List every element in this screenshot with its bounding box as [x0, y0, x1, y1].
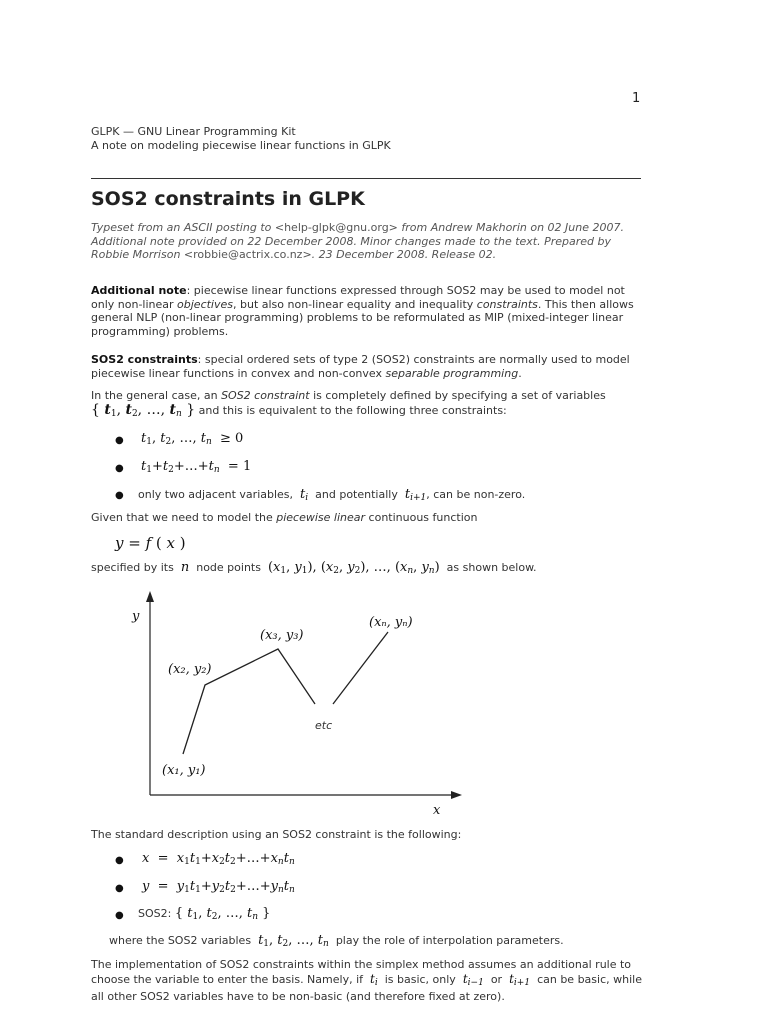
- y-axis-label: y: [132, 609, 140, 624]
- y-definition: $y = y1t1+y2t2+\dots+y_nt_n$: [142, 879, 295, 895]
- document-header: [91, 125, 391, 152]
- header-divider: [91, 178, 641, 179]
- credits-paragraph: Typeset from an ASCII posting to <help-glpk@gnu.org> from Andrew Makhorin on 02 June 2007. Additional note provided on 22 December 2008. Minor changes made to the text. Prepared by Robbie Morrison <robbie@actrix.co.nz>. 23 December 2008. Release 02.: [91, 221, 624, 261]
- page-title: SOS2 constraints in GLPK: [91, 188, 365, 210]
- standard-description: The standard description using an SOS2 constraint is the following:: [91, 828, 462, 841]
- point-label-3: (x₃, y₃): [260, 628, 304, 643]
- y-axis-arrow: [146, 591, 154, 602]
- etc-label: etc: [315, 719, 333, 732]
- email-help-glpk[interactable]: <help-glpk@gnu.org>: [274, 221, 398, 234]
- point-label-n: (xₙ, yₙ): [369, 615, 413, 630]
- x-axis-arrow: [451, 791, 462, 799]
- constraint-nonnegative: t1, t2, …, $t_n \ge 0$: [141, 431, 244, 447]
- general-case-line: In the general case, an SOS2 constraint is completely defined by specifying a set of variables: [91, 389, 606, 402]
- x-axis-label: x: [433, 803, 441, 818]
- point-label-2: (x₂, y₂): [168, 662, 212, 677]
- bullet-marker: ●: [115, 855, 124, 866]
- interpolation-line: where the SOS2 variables t1, t2, …, $t_n$ play the role of interpolation parameters.: [109, 933, 564, 949]
- sos2-constraints-paragraph: SOS2 constraints: special ordered sets of type 2 (SOS2) constraints are normally used to model piecewise linear functions in convex and non-convex separable programming.: [91, 353, 630, 380]
- bullet-marker: ●: [115, 910, 124, 921]
- bullet-marker: ●: [115, 490, 124, 501]
- variable-set-line: { t1, t2, …, $t_n$ } and this is equivalent to the following three constraints:: [91, 402, 507, 419]
- x-definition: $x = x1t1+x2t2+\dots+x_nt_n$: [142, 851, 295, 867]
- sos2-set-definition: SOS2: { t1, t2, …, $t_n$ }: [138, 906, 271, 922]
- implementation-paragraph: The implementation of SOS2 constraints within the simplex method assumes an additional rule to choose the variable to enter the basis. Namely, if $t_i$ is basic, only $t_{i-1}$ or $t_{i+1}$ can be basic, while all other SOS2 variables have to be non-basic (and therefore fixed at zero).: [91, 958, 642, 1003]
- piecewise-linear-diagram: [110, 588, 480, 818]
- bullet-marker: ●: [115, 435, 124, 446]
- additional-note-paragraph: Additional note: piecewise linear functions expressed through SOS2 may be used to model not only non-linear objectives, but also non-linear equality and inequality constraints. This then allows general NLP (non-linear programming) problems to be reformulated as MIP (mixed-integer linear programming) problems.: [91, 284, 634, 338]
- bullet-marker: ●: [115, 463, 124, 474]
- last-segment: [333, 632, 388, 704]
- header-line-2: A note on modeling piecewise linear functions in GLPK: [91, 138, 391, 152]
- point-label-1: (x₁, y₁): [162, 763, 206, 778]
- header-line-1: GLPK — GNU Linear Programming Kit: [91, 125, 296, 138]
- email-robbie[interactable]: <robbie@actrix.co.nz>: [183, 248, 312, 261]
- constraint-adjacent: only two adjacent variables, $t_i$ and potentially $t_{i+1}$, can be non-zero.: [138, 487, 526, 503]
- page-number: 1: [632, 91, 641, 106]
- function-equation: y = f ( x ): [115, 534, 186, 552]
- node-points-line: specified by its n node points (x1, y1), (x2, y2), …, ($x_n$, $y_n$) as shown below.: [91, 560, 537, 576]
- constraint-sum-one: $t1+t2+\dots+t_n = 1$: [141, 459, 252, 475]
- bullet-marker: ●: [115, 883, 124, 894]
- given-paragraph: Given that we need to model the piecewise linear continuous function: [91, 511, 478, 524]
